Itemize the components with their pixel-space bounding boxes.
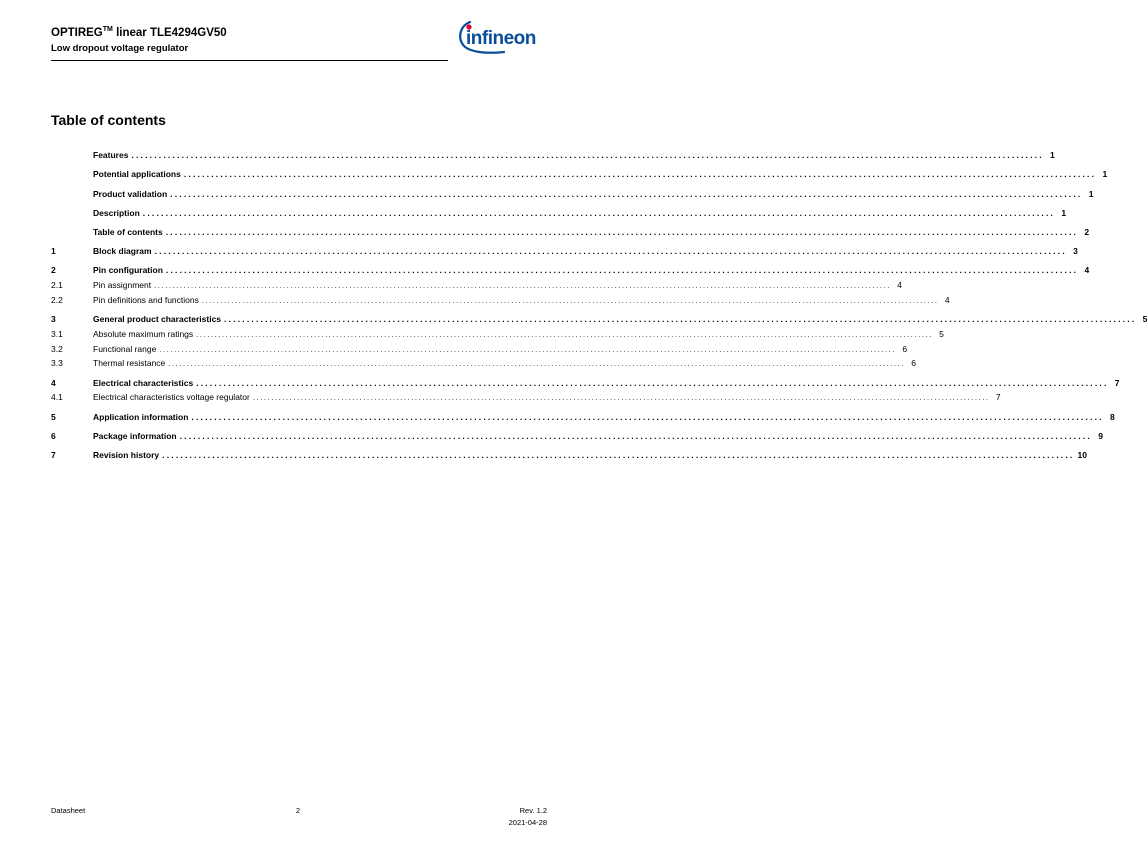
toc-entry-number: 3.1 bbox=[51, 328, 63, 339]
toc-entry[interactable] bbox=[51, 307, 1147, 326]
toc-dot-leader: ........................................................................................................................................................................................................ bbox=[154, 246, 1067, 257]
toc-entry[interactable] bbox=[51, 258, 1090, 277]
toc-entry-title[interactable]: Pin assignment bbox=[93, 280, 152, 291]
header-divider bbox=[51, 60, 448, 61]
svg-text:infineon: infineon bbox=[466, 28, 536, 49]
toc-entry[interactable] bbox=[51, 143, 1055, 162]
toc-entry-number: 5 bbox=[51, 411, 56, 422]
table-of-contents bbox=[51, 143, 1147, 462]
toc-entry-page[interactable]: 1 bbox=[1102, 169, 1108, 180]
toc-dot-leader: ........................................................................................................................................................................................................ bbox=[142, 207, 1056, 218]
toc-entry[interactable] bbox=[51, 181, 1094, 200]
toc-entry[interactable] bbox=[51, 443, 1087, 462]
toc-entry-page[interactable]: 5 bbox=[939, 328, 944, 339]
toc-entry-title[interactable]: General product characteristics bbox=[93, 314, 222, 325]
toc-dot-leader: ........................................................................................................................................................................................................ bbox=[159, 344, 897, 354]
toc-entry-page[interactable]: 4 bbox=[1084, 265, 1090, 276]
toc-dot-leader: ........................................................................................................................................................................................................ bbox=[191, 411, 1104, 422]
toc-entry[interactable] bbox=[51, 162, 1108, 181]
toc-entry[interactable] bbox=[51, 390, 1001, 405]
toc-entry[interactable] bbox=[51, 277, 902, 292]
toc-entry-title[interactable]: Pin definitions and functions bbox=[93, 294, 199, 305]
toc-entry-page[interactable]: 1 bbox=[1088, 188, 1094, 199]
toc-entry-number: 1 bbox=[51, 246, 56, 257]
toc-dot-leader: ........................................................................................................................................................................................................ bbox=[154, 281, 891, 291]
toc-entry[interactable] bbox=[51, 341, 908, 356]
toc-dot-leader: ........................................................................................................................................................................................................ bbox=[165, 226, 1079, 237]
toc-entry-title[interactable]: Package information bbox=[93, 430, 177, 441]
toc-entry-number: 6 bbox=[51, 430, 56, 441]
toc-entry-title[interactable]: Functional range bbox=[93, 343, 157, 354]
toc-dot-leader: ........................................................................................................................................................................................................ bbox=[224, 314, 1137, 325]
toc-entry-page[interactable]: 7 bbox=[1114, 377, 1120, 388]
toc-entry[interactable] bbox=[51, 201, 1067, 220]
document-title: OPTIREG™ linear TLE4294GV50 bbox=[51, 26, 227, 39]
toc-entry-page[interactable]: 3 bbox=[1073, 246, 1078, 257]
toc-dot-leader: ........................................................................................................................................................................................................ bbox=[170, 188, 1083, 199]
toc-entry-page[interactable]: 1 bbox=[1050, 150, 1055, 161]
toc-entry-page[interactable]: 2 bbox=[1084, 226, 1090, 237]
toc-dot-leader: ........................................................................................................................................................................................................ bbox=[131, 150, 1044, 161]
toc-entry-title[interactable]: Pin configuration bbox=[93, 265, 163, 276]
toc-entry-page[interactable]: 8 bbox=[1109, 411, 1115, 422]
toc-dot-leader: ........................................................................................................................................................................................................ bbox=[201, 295, 939, 305]
toc-entry-title[interactable]: Application information bbox=[93, 411, 189, 422]
toc-entry-title[interactable]: Thermal resistance bbox=[93, 358, 166, 369]
toc-entry-number: 3.3 bbox=[51, 358, 63, 369]
toc-entry-number: 2.1 bbox=[51, 280, 63, 291]
toc-entry-page[interactable]: 4 bbox=[944, 294, 950, 305]
toc-entry-title[interactable]: Features bbox=[93, 150, 129, 161]
toc-entry-number: 7 bbox=[51, 450, 56, 461]
toc-entry-title[interactable]: Electrical characteristics voltage regulator bbox=[93, 392, 250, 403]
toc-entry-number: 4 bbox=[51, 377, 56, 388]
trademark-mark: TM bbox=[102, 26, 113, 34]
toc-entry[interactable] bbox=[51, 404, 1115, 423]
toc-entry-page[interactable]: 1 bbox=[1061, 207, 1067, 218]
toc-entry-number: 2.2 bbox=[51, 294, 63, 305]
toc-dot-leader: ........................................................................................................................................................................................................ bbox=[162, 450, 1075, 461]
toc-heading: Table of contents bbox=[51, 112, 166, 128]
toc-entry[interactable] bbox=[51, 424, 1103, 443]
footer-revision: Rev. 1.2 bbox=[519, 806, 547, 815]
toc-dot-leader: ........................................................................................................................................................................................................ bbox=[168, 359, 906, 369]
toc-entry-page[interactable]: 7 bbox=[995, 392, 1001, 403]
toc-entry-title[interactable]: Block diagram bbox=[93, 246, 152, 257]
toc-dot-leader: ........................................................................................................................................................................................................ bbox=[252, 393, 990, 403]
toc-entry-number: 3.2 bbox=[51, 343, 63, 354]
toc-dot-leader: ........................................................................................................................................................................................................ bbox=[196, 329, 933, 339]
toc-entry-page[interactable]: 6 bbox=[911, 358, 917, 369]
toc-entry-title[interactable]: Absolute maximum ratings bbox=[93, 328, 194, 339]
toc-entry-page[interactable]: 10 bbox=[1077, 450, 1087, 461]
toc-entry[interactable] bbox=[51, 370, 1120, 389]
toc-entry[interactable] bbox=[51, 292, 950, 307]
toc-entry-title[interactable]: Product validation bbox=[93, 188, 168, 199]
toc-entry-page[interactable]: 6 bbox=[902, 343, 908, 354]
document-subtitle: Low dropout voltage regulator bbox=[51, 43, 189, 54]
toc-dot-leader: ........................................................................................................................................................................................................ bbox=[179, 430, 1092, 441]
footer-page-number: 2 bbox=[295, 806, 301, 815]
footer-doc-type: Datasheet bbox=[51, 806, 86, 815]
toc-entry-page[interactable]: 4 bbox=[897, 280, 902, 291]
toc-entry-number: 4.1 bbox=[51, 392, 63, 403]
toc-entry-page[interactable]: 9 bbox=[1098, 430, 1103, 441]
toc-entry-page[interactable]: 5 bbox=[1142, 314, 1147, 325]
toc-entry-title[interactable]: Description bbox=[93, 207, 140, 218]
infineon-logo-icon bbox=[456, 16, 562, 56]
toc-entry-title[interactable]: Revision history bbox=[93, 450, 160, 461]
toc-entry[interactable] bbox=[51, 326, 944, 341]
toc-dot-leader: ........................................................................................................................................................................................................ bbox=[183, 169, 1097, 180]
toc-entry-title[interactable]: Potential applications bbox=[93, 169, 181, 180]
toc-entry-title[interactable]: Table of contents bbox=[93, 226, 163, 237]
toc-entry-number: 3 bbox=[51, 314, 56, 325]
toc-entry-title[interactable]: Electrical characteristics bbox=[93, 377, 194, 388]
toc-entry[interactable] bbox=[51, 239, 1078, 258]
toc-entry[interactable] bbox=[51, 220, 1090, 239]
footer-date: 2021-04-28 bbox=[508, 818, 547, 827]
toc-entry[interactable] bbox=[51, 356, 917, 371]
toc-entry-number: 2 bbox=[51, 265, 56, 276]
toc-dot-leader: ........................................................................................................................................................................................................ bbox=[196, 377, 1109, 388]
toc-dot-leader: ........................................................................................................................................................................................................ bbox=[165, 265, 1079, 276]
